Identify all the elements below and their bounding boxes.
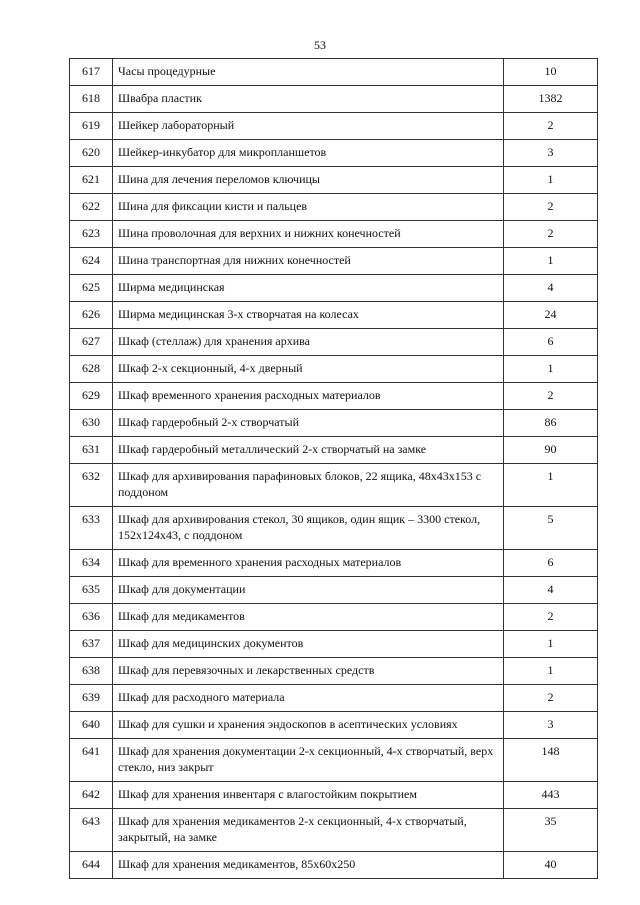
table-row [70, 685, 598, 712]
item-quantity: 443 [504, 782, 598, 809]
item-name: Шина для фиксации кисти и пальцев [113, 194, 504, 221]
item-name: Шкаф для временного хранения расходных материалов [113, 550, 504, 577]
table-row [70, 577, 598, 604]
row-number: 638 [70, 658, 113, 685]
item-name: Шкаф для документации [113, 577, 504, 604]
table-row [70, 356, 598, 383]
table-row [70, 329, 598, 356]
table-row [70, 140, 598, 167]
page-number: 53 [314, 38, 326, 52]
item-name: Шкаф гардеробный металлический 2-х створчатый на замке [113, 437, 504, 464]
item-quantity: 4 [504, 275, 598, 302]
item-quantity: 1 [504, 167, 598, 194]
item-quantity: 90 [504, 437, 598, 464]
table-row [70, 658, 598, 685]
item-quantity: 86 [504, 410, 598, 437]
item-name: Шкаф для архивирования парафиновых блоков, 22 ящика, 48х43х153 с поддоном [113, 464, 504, 507]
item-name: Шкаф для расходного материала [113, 685, 504, 712]
item-quantity: 10 [504, 59, 598, 86]
item-name: Шкаф временного хранения расходных материалов [113, 383, 504, 410]
row-number: 634 [70, 550, 113, 577]
item-name: Часы процедурные [113, 59, 504, 86]
row-number: 636 [70, 604, 113, 631]
table-body [70, 59, 598, 879]
table-row [70, 113, 598, 140]
table-row [70, 550, 598, 577]
item-quantity: 148 [504, 739, 598, 782]
row-number: 630 [70, 410, 113, 437]
row-number: 643 [70, 809, 113, 852]
item-name: Шкаф для хранения медикаментов, 85х60х250 [113, 852, 504, 879]
item-name: Шкаф гардеробный 2-х створчатый [113, 410, 504, 437]
item-quantity: 2 [504, 604, 598, 631]
item-name: Шина проволочная для верхних и нижних конечностей [113, 221, 504, 248]
item-name: Шкаф для хранения медикаментов 2-х секционный, 4-х створчатый, закрытый, на замке [113, 809, 504, 852]
item-name: Шейкер лабораторный [113, 113, 504, 140]
item-quantity: 2 [504, 383, 598, 410]
table-row [70, 248, 598, 275]
item-quantity: 6 [504, 329, 598, 356]
table-row [70, 631, 598, 658]
row-number: 626 [70, 302, 113, 329]
item-quantity: 3 [504, 712, 598, 739]
table-row [70, 604, 598, 631]
row-number: 627 [70, 329, 113, 356]
item-name: Швабра пластик [113, 86, 504, 113]
item-quantity: 3 [504, 140, 598, 167]
item-quantity: 1 [504, 631, 598, 658]
row-number: 617 [70, 59, 113, 86]
table-row [70, 464, 598, 507]
item-quantity: 6 [504, 550, 598, 577]
item-name: Шкаф для сушки и хранения эндоскопов в асептических условиях [113, 712, 504, 739]
item-name: Ширма медицинская 3-х створчатая на колесах [113, 302, 504, 329]
table-row [70, 739, 598, 782]
row-number: 618 [70, 86, 113, 113]
table-row [70, 59, 598, 86]
table-row [70, 167, 598, 194]
item-quantity: 1382 [504, 86, 598, 113]
table-row [70, 302, 598, 329]
row-number: 637 [70, 631, 113, 658]
row-number: 632 [70, 464, 113, 507]
row-number: 628 [70, 356, 113, 383]
row-number: 642 [70, 782, 113, 809]
item-quantity: 35 [504, 809, 598, 852]
item-quantity: 1 [504, 464, 598, 507]
row-number: 641 [70, 739, 113, 782]
row-number: 629 [70, 383, 113, 410]
inventory-table [69, 58, 598, 879]
table-row [70, 275, 598, 302]
table-row [70, 221, 598, 248]
row-number: 633 [70, 507, 113, 550]
row-number: 622 [70, 194, 113, 221]
item-quantity: 1 [504, 248, 598, 275]
row-number: 639 [70, 685, 113, 712]
item-name: Шкаф (стеллаж) для хранения архива [113, 329, 504, 356]
table-row [70, 507, 598, 550]
table-row [70, 712, 598, 739]
row-number: 624 [70, 248, 113, 275]
table-row [70, 194, 598, 221]
item-name: Шкаф для хранения инвентаря с влагостойким покрытием [113, 782, 504, 809]
item-quantity: 2 [504, 221, 598, 248]
item-quantity: 2 [504, 194, 598, 221]
item-quantity: 4 [504, 577, 598, 604]
item-name: Шкаф для хранения документации 2-х секционный, 4-х створчатый, верх стекло, низ закрыт [113, 739, 504, 782]
item-name: Шкаф для архивирования стекол, 30 ящиков, один ящик – 3300 стекол, 152х124х43, с поддоном [113, 507, 504, 550]
item-quantity: 40 [504, 852, 598, 879]
table-row [70, 437, 598, 464]
item-name: Шейкер-инкубатор для микропланшетов [113, 140, 504, 167]
table-row [70, 86, 598, 113]
item-quantity: 1 [504, 658, 598, 685]
row-number: 619 [70, 113, 113, 140]
item-quantity: 1 [504, 356, 598, 383]
item-quantity: 24 [504, 302, 598, 329]
row-number: 640 [70, 712, 113, 739]
item-name: Шкаф для медицинских документов [113, 631, 504, 658]
item-name: Шкаф для перевязочных и лекарственных средств [113, 658, 504, 685]
item-name: Шкаф 2-х секционный, 4-х дверный [113, 356, 504, 383]
row-number: 623 [70, 221, 113, 248]
table-row [70, 852, 598, 879]
item-name: Ширма медицинская [113, 275, 504, 302]
item-name: Шина транспортная для нижних конечностей [113, 248, 504, 275]
item-name: Шина для лечения переломов ключицы [113, 167, 504, 194]
table-row [70, 809, 598, 852]
row-number: 625 [70, 275, 113, 302]
item-name: Шкаф для медикаментов [113, 604, 504, 631]
row-number: 631 [70, 437, 113, 464]
row-number: 620 [70, 140, 113, 167]
row-number: 644 [70, 852, 113, 879]
table-row [70, 782, 598, 809]
item-quantity: 2 [504, 113, 598, 140]
table-row [70, 410, 598, 437]
item-quantity: 2 [504, 685, 598, 712]
row-number: 621 [70, 167, 113, 194]
table-row [70, 383, 598, 410]
item-quantity: 5 [504, 507, 598, 550]
row-number: 635 [70, 577, 113, 604]
